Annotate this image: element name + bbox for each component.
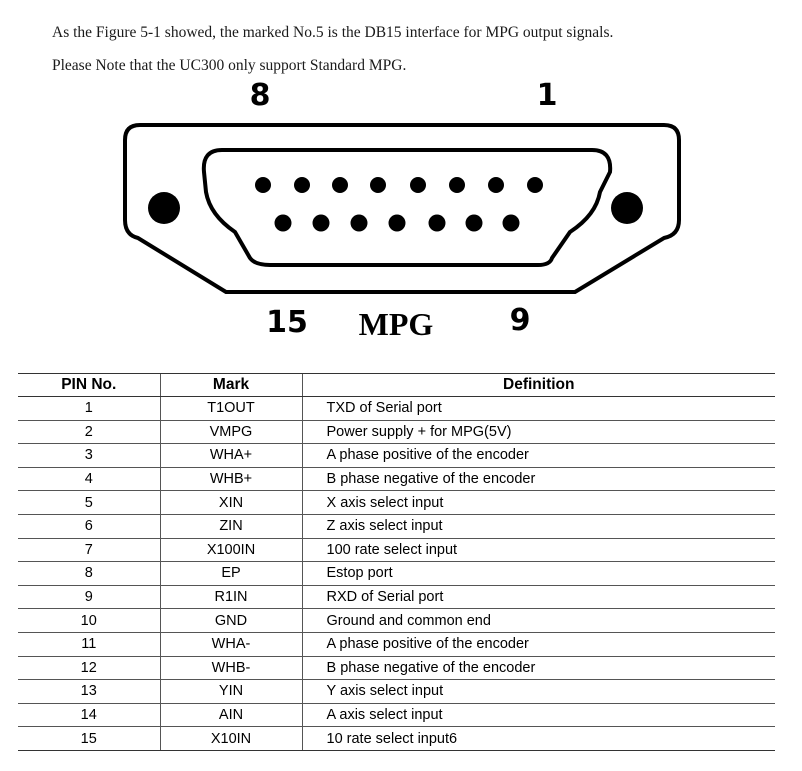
- mark-cell: WHB+: [160, 467, 302, 491]
- table-row: [18, 609, 775, 633]
- mount-hole-left: [148, 192, 180, 224]
- pin-cell: 9: [18, 585, 160, 609]
- bottom-pin-row: [275, 215, 520, 232]
- mark-cell: YIN: [160, 680, 302, 704]
- pin-definition-table: [18, 373, 775, 751]
- table-row: [18, 562, 775, 586]
- pin-7: [294, 177, 310, 193]
- pin-cell: 5: [18, 491, 160, 515]
- mark-cell: EP: [160, 562, 302, 586]
- definition-cell: 100 rate select input: [302, 538, 775, 562]
- pin-15: [275, 215, 292, 232]
- definition-cell: A phase positive of the encoder: [302, 444, 775, 468]
- header-definition: Definition: [302, 374, 775, 397]
- pin-cell: 4: [18, 467, 160, 491]
- mark-cell: X100IN: [160, 538, 302, 562]
- table-row: [18, 397, 775, 421]
- pin-2: [488, 177, 504, 193]
- definition-cell: A axis select input: [302, 703, 775, 727]
- pin-13: [351, 215, 368, 232]
- pin-cell: 8: [18, 562, 160, 586]
- definition-cell: Ground and common end: [302, 609, 775, 633]
- pin-cell: 1: [18, 397, 160, 421]
- definition-cell: TXD of Serial port: [302, 397, 775, 421]
- pin-3: [449, 177, 465, 193]
- mark-cell: GND: [160, 609, 302, 633]
- table-row: [18, 444, 775, 468]
- pin-label-1: 1: [536, 78, 558, 113]
- table-row: [18, 680, 775, 704]
- mark-cell: VMPG: [160, 420, 302, 444]
- table-header-row: [18, 374, 775, 397]
- pin-6: [332, 177, 348, 193]
- pin-cell: 12: [18, 656, 160, 680]
- table-row: [18, 727, 775, 751]
- definition-cell: A phase positive of the encoder: [302, 632, 775, 656]
- table-row: [18, 514, 775, 538]
- pin-9: [503, 215, 520, 232]
- mark-cell: WHA+: [160, 444, 302, 468]
- pin-label-15: 15: [266, 305, 308, 340]
- pin-cell: 13: [18, 680, 160, 704]
- connector-inner-shield: [204, 150, 610, 265]
- mark-cell: WHA-: [160, 632, 302, 656]
- mark-cell: T1OUT: [160, 397, 302, 421]
- pin-label-8: 8: [249, 78, 271, 113]
- pin-cell: 11: [18, 632, 160, 656]
- table-row: [18, 632, 775, 656]
- definition-cell: Z axis select input: [302, 514, 775, 538]
- definition-cell: RXD of Serial port: [302, 585, 775, 609]
- pin-11: [429, 215, 446, 232]
- intro-line-1: As the Figure 5-1 showed, the marked No.5 is the DB15 interface for MPG output signals.: [52, 23, 614, 41]
- definition-cell: B phase negative of the encoder: [302, 467, 775, 491]
- header-mark: Mark: [160, 374, 302, 397]
- table-row: [18, 656, 775, 680]
- mark-cell: AIN: [160, 703, 302, 727]
- pin-4: [410, 177, 426, 193]
- pin-5: [370, 177, 386, 193]
- pin-10: [466, 215, 483, 232]
- definition-cell: Estop port: [302, 562, 775, 586]
- pin-cell: 7: [18, 538, 160, 562]
- definition-cell: 10 rate select input6: [302, 727, 775, 751]
- pin-12: [389, 215, 406, 232]
- pin-1: [527, 177, 543, 193]
- mark-cell: WHB-: [160, 656, 302, 680]
- table-row: [18, 703, 775, 727]
- table-row: [18, 585, 775, 609]
- table-row: [18, 467, 775, 491]
- mark-cell: X10IN: [160, 727, 302, 751]
- mark-cell: R1IN: [160, 585, 302, 609]
- definition-cell: B phase negative of the encoder: [302, 656, 775, 680]
- db15-connector-diagram: [0, 70, 802, 350]
- top-pin-row: [255, 177, 543, 193]
- mount-hole-right: [611, 192, 643, 224]
- pin-label-9: 9: [509, 303, 531, 338]
- table-row: [18, 420, 775, 444]
- pin-cell: 15: [18, 727, 160, 751]
- pin-cell: 10: [18, 609, 160, 633]
- pin-cell: 2: [18, 420, 160, 444]
- definition-cell: Power supply + for MPG(5V): [302, 420, 775, 444]
- pin-14: [313, 215, 330, 232]
- intro-line-2: Please Note that the UC300 only support Standard MPG.: [52, 56, 407, 74]
- connector-label: MPG: [358, 306, 434, 342]
- table-row: [18, 538, 775, 562]
- definition-cell: X axis select input: [302, 491, 775, 515]
- pin-cell: 6: [18, 514, 160, 538]
- table-row: [18, 491, 775, 515]
- pin-8: [255, 177, 271, 193]
- header-pin-no: PIN No.: [18, 374, 160, 397]
- pin-cell: 14: [18, 703, 160, 727]
- pin-cell: 3: [18, 444, 160, 468]
- mark-cell: ZIN: [160, 514, 302, 538]
- mark-cell: XIN: [160, 491, 302, 515]
- definition-cell: Y axis select input: [302, 680, 775, 704]
